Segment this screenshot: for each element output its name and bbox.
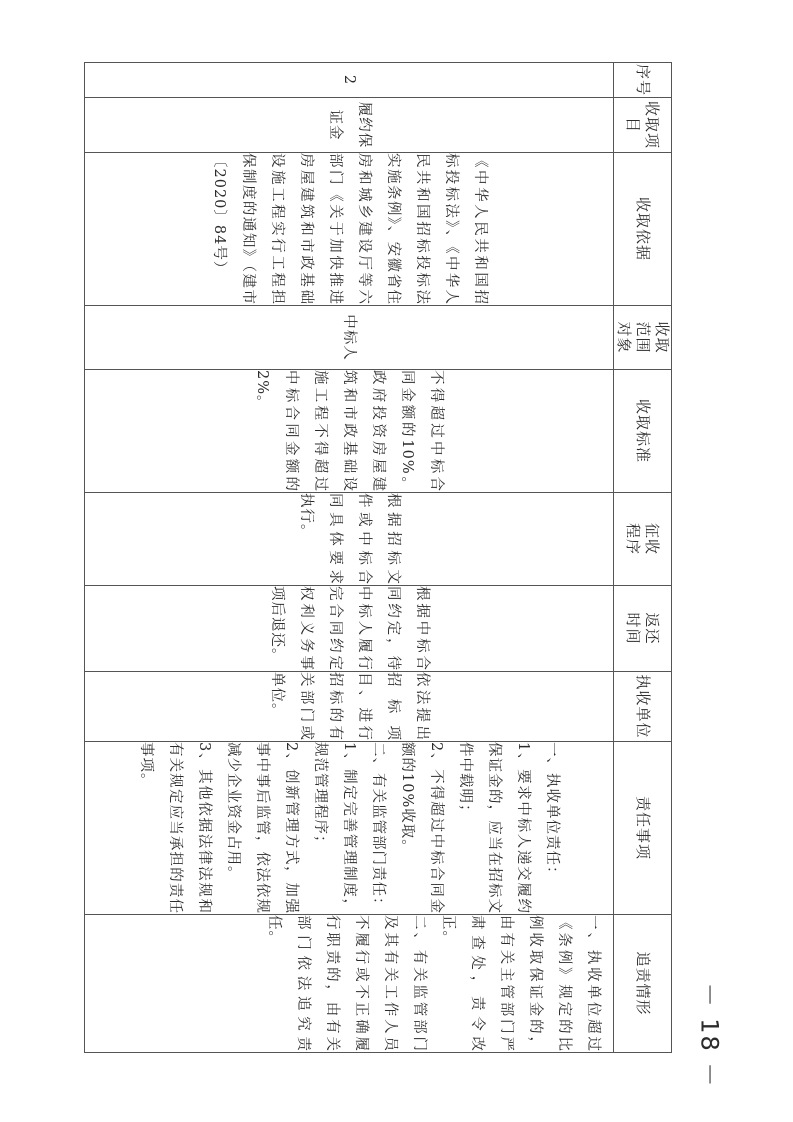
responsibility-line: 1、制定完善管理制度，规范管理程序； [312,742,358,914]
table-row [85,63,614,1053]
row-accountability [85,915,614,1053]
accountability-line: 一、执收单位超过《条例》规定的比例收取保证金的，由有关主管部门严肃查处，责令改正。 [440,915,601,1052]
page-number [692,982,732,1088]
responsibility-line: 2、创新管理方式，加强事中事后监管，依法依规减少企业资金占用。 [225,742,300,914]
header-return-time: 返还时间 [614,586,672,672]
responsibility-line: 二、有关监管部门责任： [370,742,387,913]
row-item: 履约保证金 [85,98,614,153]
header-no: 序号 [614,63,672,98]
row-no: 2 [85,63,614,98]
table-container [88,62,672,1052]
row-collector: 依法提出招标项目、进行招标的有关部门或单位。 [85,672,614,742]
row-scope: 中标人 [85,306,614,370]
header-item: 收取项目 [614,98,672,153]
header-procedure: 征收程序 [614,493,672,586]
row-standard: 不得超过中标合同金额的10%。政府投资房屋建筑和市政基础设施工程不得超过中标合同金额的2%。 [85,370,614,493]
responsibility-line: 1、要求中标人递交履约保证金的，应当在招标文件中载明； [457,742,532,914]
row-return-time: 根据中标合同约定，待中标人履行完合同约定权利义务事项后退还。 [85,586,614,672]
responsibility-line: 2、不得超过中标合同金额的10%收取。 [399,742,445,914]
accountability-line: 二、有关监管部门及其有关工作人员不履行或不正确履行职责的，由有关部门依法追究责任。 [266,915,427,1052]
header-scope: 收取范围对象 [614,306,672,370]
responsibility-line: 3、其他依据法律法规和有关规定应当承担的责任事项。 [138,742,213,914]
responsibility-line: 一、执收单位责任： [544,742,561,882]
row-procedure: 根据招标文件或中标合同具体要求执行。 [85,493,614,586]
fee-table [84,62,672,1053]
header-collector: 执收单位 [614,672,672,742]
header-basis: 收取依据 [614,153,672,306]
header-responsibility: 责任事项 [614,742,672,915]
row-responsibility [85,742,614,915]
header-standard: 收取标准 [614,370,672,493]
header-accountability: 追责情形 [614,915,672,1053]
table-header-row [614,63,672,1053]
page-number-text: － 18 － [695,982,724,1088]
row-basis: 《中华人民共和国招标投标法》、《中华人民共和国招标投标法实施条例》、安徽省住房和城乡建设厅等六部门《关于加快推进房屋建筑和市政基础设施工程实行工程担保制度的通知》（建市〔2020〕84号） [85,153,614,306]
